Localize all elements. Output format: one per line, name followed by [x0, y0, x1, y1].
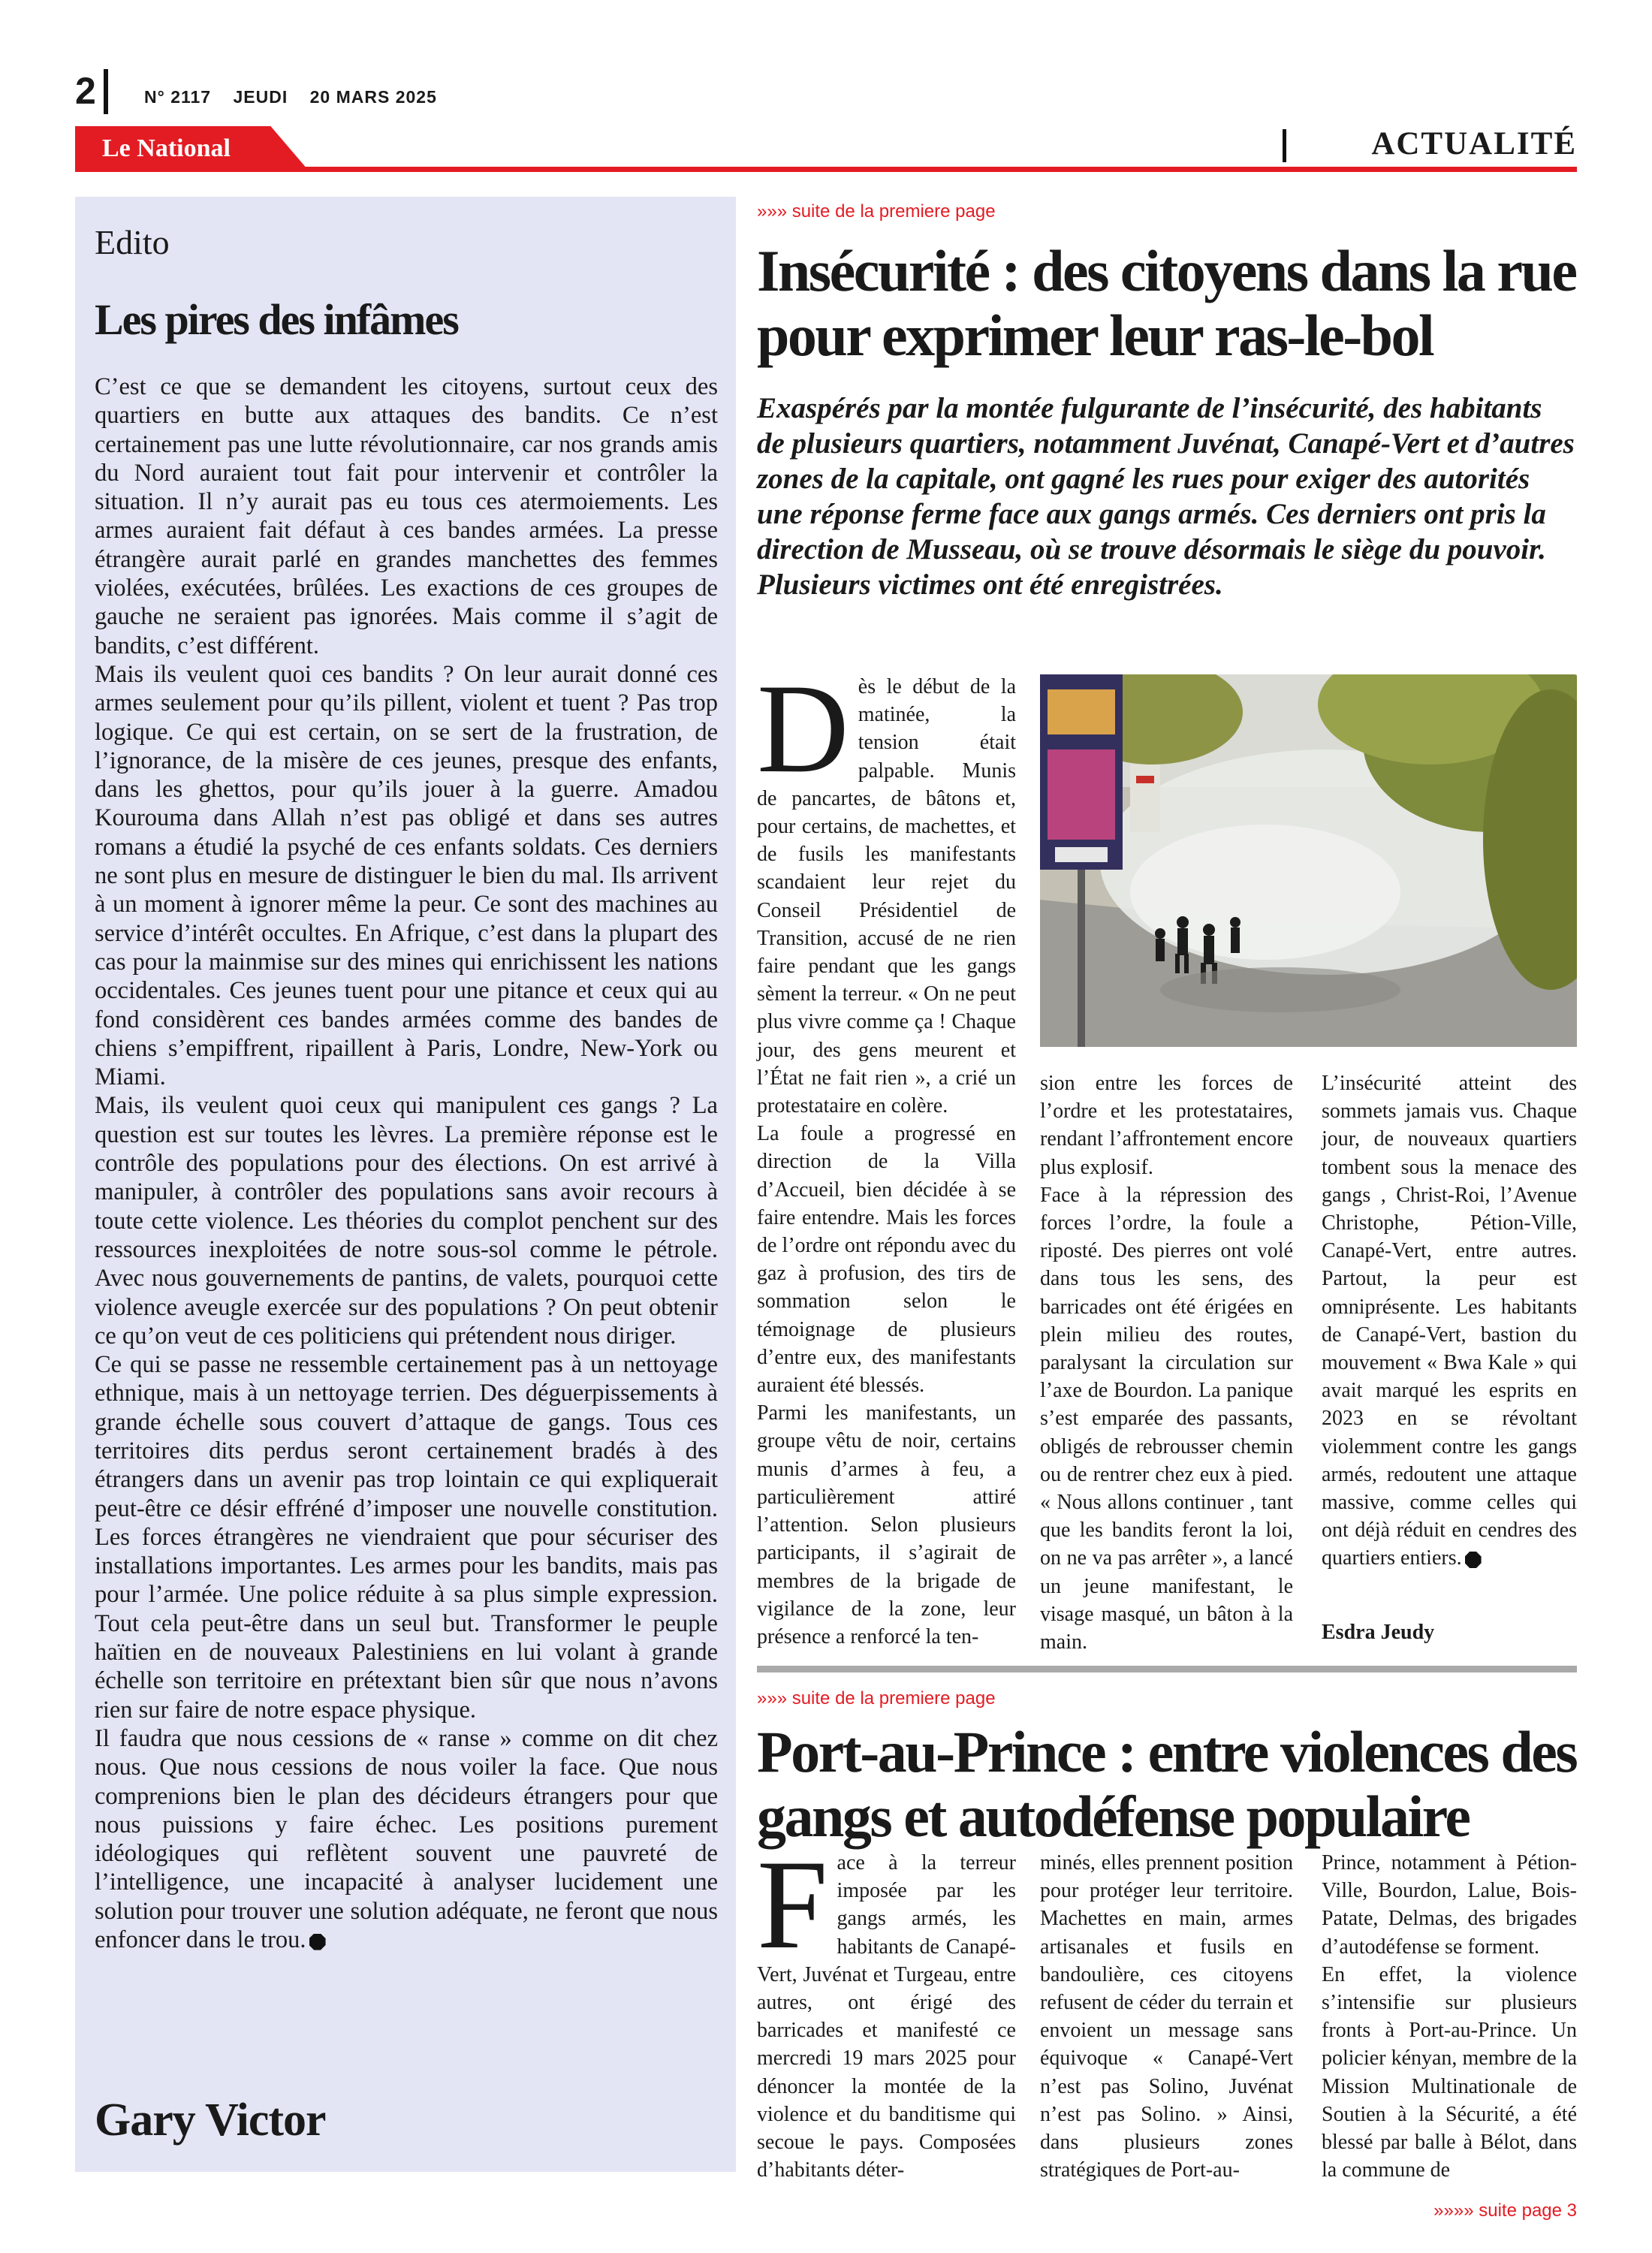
- issue-info: [144, 87, 454, 107]
- article2-column-3: [1322, 1849, 1577, 2184]
- edito-paragraph: Mais, ils veulent quoi ceux qui manipulent ces gangs ? La question est sur toutes les lèvres. La première réponse est le contrôle des populations pour des élections. On est arrivé à manipuler, à contrôler des populations sans avoir recours à toute cette violence. Les théories du complot penchent sur des ressources inexploitées de notre sous-sol comme le pétrole. Avec nous gouvernements de pantins, de valets, pourquoi cette violence aveugle exercée sur des populations ? On peut obtenir ce qu’on veut de ces politiciens qui prétendent nous diriger.: [95, 1092, 718, 1350]
- article1-column-3: [1322, 1069, 1577, 1573]
- article2-column-1: [757, 1834, 1016, 2184]
- article1-paragraph: Parmi les manifestants, un groupe vêtu de noir, certains munis d’armes à feu, a particulièrement attiré l’attention. Selon plusieurs participants, il s’agirait de membres de la brigade de vigilance de la zone, leur présence a renforcé la ten-: [757, 1401, 1016, 1648]
- end-mark-icon: [309, 1934, 326, 1950]
- end-mark-icon: [1465, 1552, 1482, 1568]
- edito-body: [95, 372, 718, 1954]
- article1-column-2: [1040, 1069, 1293, 1656]
- issue-number: N° 2117: [144, 87, 212, 107]
- article2-paragraph: En effet, la violence s’intensifie sur plusieurs fronts à Port-au-Prince. Un policier kényan, membre de la Mission Multinationale de Soutien à la Sécurité, a été blessé par balle à Bélot, dans la commune de: [1322, 1962, 1577, 2182]
- article2-continued-label: »»» suite de la premiere page: [757, 1688, 996, 1709]
- article1-column-1: [757, 658, 1016, 1651]
- article2-paragraph: Prince, notamment à Pétion-Ville, Bourdon, Lalue, Bois-Patate, Delmas, des brigades d’autodéfense se forment.: [1322, 1851, 1577, 1959]
- protest-photo-illustration: [1040, 674, 1577, 1047]
- edito-kicker: Edito: [95, 223, 170, 261]
- article-divider: [757, 1666, 1577, 1672]
- issue-date: 20 MARS 2025: [309, 87, 437, 107]
- article2-paragraph: minés, elles prennent position pour protéger leur territoire. Machettes en main, armes artisanales et fusils en bandoulière, ces citoyens refusent de céder du terrain et envoient un message sans équivoque « Canapé-Vert n’est pas Solino, Juvénat n’est pas Solino. » Ainsi, dans plusieurs zones stratégiques de Port-au-: [1040, 1851, 1293, 2182]
- edito-author: Gary Victor: [95, 2095, 326, 2146]
- article2-dropcap: F: [757, 1834, 828, 1975]
- article2-paragraph: [757, 1834, 1016, 2184]
- article1-paragraph: La foule a progressé en direction de la Villa d’Accueil, bien décidée à se faire entendre. Mais les forces de l’ordre ont répondu avec du gaz à profusion, des tirs de sommation selon le témoignage de plusieurs d’entre eux, des manifestants auraient été blessés.: [757, 1122, 1016, 1398]
- edito-paragraph-last: [95, 1724, 718, 1954]
- article1-paragraph-text: L’insécurité atteint des sommets jamais vus. Chaque jour, de nouveaux quartiers tombent sous la menace des gangs , Christ-Roi, l’Avenue Christophe, Pétion-Ville, Canapé-Vert, entre autres. Partout, la peur est omniprésente. Les habitants de Canapé-Vert, bastion du mouvement « Bwa Kale » qui avait marqué les esprits en 2023 en se révoltant violemment contre les gangs armés, redoutent une attaque massive, comme celles qui ont déjà réduit en cendres des quartiers entiers.: [1322, 1072, 1577, 1570]
- continued-on-page-link[interactable]: »»»» suite page 3: [1433, 2200, 1577, 2221]
- section-separator: [1283, 129, 1286, 162]
- article1-dropcap: D: [757, 658, 849, 799]
- article1-paragraph: Face à la répression des forces l’ordre, la foule a riposté. Des pierres ont volé dans tous les sens, des barricades ont été érigées en plein milieu des routes, paralysant la circulation sur l’axe de Bourdon. La panique s’est emparée des passants, obligés de rebrousser chemin ou de rentrer chez eux à pied. « Nous allons continuer , tant que les bandits feront la loi, on ne va pas arrêter », a lancé un jeune manifestant, le visage masqué, un bâton à la main.: [1040, 1183, 1293, 1654]
- article1-headline: Insécurité : des citoyens dans la rue pour exprimer leur ras-le-bol: [757, 238, 1576, 368]
- edito-paragraph: Mais ils veulent quoi ces bandits ? On leur aurait donné ces armes seulement pour qu’ils pillent, violent et tuent ? Pas trop logique. Ce qui est certain, on se sert de la frustration, de l’ignorance, de la misère de ces jeunes, presque des enfants, dans les ghettos, pour qu’ils jouer à la guerre. Amadou Kourouma dans Allah n’est pas obligé et dans ses autres romans a étudié la psyché de ces enfants soldats. Ces derniers ne sont plus en mesure de distinguer le bien du mal. Ils arrivent à un moment à ignorer même la peur. Ce sont des machines au service d’intérêt occultes. En Afrique, c’est dans la plupart des cas pour la mainmise sur des mines qui enrichissent les nations occidentales. Ces jeunes tuent pour une pitance et ceux qui au fond considèrent ces bandes armées comme des bandes de chiens s’empiffrent, ripaillent à Paris, Londre, New-York ou Miami.: [95, 660, 718, 1091]
- section-title: ACTUALITÉ: [1371, 126, 1577, 161]
- article1-lead: Exaspérés par la montée fulgurante de l’insécurité, des habitants de plusieurs quartiers, notamment Juvénat, Canapé-Vert et d’autres zones de la capitale, ont gagné les rues pour exiger des autorités une réponse ferme face aux gangs armés. Ces derniers ont pris la direction de Musseau, où se trouve désormais le siège du pouvoir. Plusieurs victimes ont été enregistrées.: [757, 392, 1575, 601]
- article1-paragraph: sion entre les forces de l’ordre et les protestataires, rendant l’affrontement encore plus explosif.: [1040, 1072, 1293, 1179]
- page-number: 2: [75, 70, 96, 112]
- article1-paragraph: [757, 658, 1016, 1120]
- article1-photo: [1040, 674, 1577, 1047]
- edito-paragraph: C’est ce que se demandent les citoyens, surtout ceux des quartiers en butte aux attaques des bandits. Ce n’est certainement pas une lutte révolutionnaire, car nos grands amis du Nord auraient tout fait pour intervenir et contrôler la situation. Il n’y aurait pas eu tous ces atermoiements. Les armes auraient fait défaut à ces bandes armées. La presse étrangère aurait parlé en grandes manchettes des femmes violées, exécutées, brûlées. Les exactions de ces groupes de gauche ne seraient pas ignorées. Mais comme il s’agit de bandits, c’est différent.: [95, 373, 718, 659]
- article2-column-2: [1040, 1849, 1293, 2184]
- article2-paragraph-text: ace à la terreur imposée par les gangs armés, les habitants de Canapé-Vert, Juvénat et Turgeau, entre autres, ont érigé des barricades et manifesté ce mercredi 19 mars 2025 pour dénoncer la montée de la violence et du banditisme qui secoue le pays. Composées d’habitants déter-: [757, 1851, 1016, 2182]
- article1-paragraph-text: ès le début de la matinée, la tension était palpable. Munis de pancartes, de bâtons et, pour certains, de machettes, et de fusils les manifestants scandaient leur rejet du Conseil Présidentiel de Transition, accusé de ne rien faire pendant que les gangs sèment la terreur. « On ne peut plus vivre comme ça ! Chaque jour, des gens meurent et l’État ne fait rien », a crié un protestataire en colère.: [757, 675, 1016, 1118]
- article1-continued-label: »»» suite de la premiere page: [757, 201, 996, 222]
- brand-name: Le National: [102, 134, 231, 162]
- article1-paragraph-last: [1322, 1069, 1577, 1573]
- edito-paragraph-text: Il faudra que nous cessions de « ranse » comme on dit chez nous. Que nous cessions de nous voiler la face. Que nous comprenions bien le plan des décideurs étrangers pour que nous puissions y faire échec. Les positions purement idéologiques qui reflètent souvent une pauvreté de l’intelligence, une incapacité à analyser lucidement une solution pour trouver une solution adéquate, ne feront que nous enfoncer dans le trou.: [95, 1724, 718, 1954]
- article1-author: Esdra Jeudy: [1322, 1621, 1435, 1644]
- page-number-separator: [104, 69, 108, 114]
- edito-paragraph: Ce qui se passe ne ressemble certainement pas à un nettoyage ethnique, mais à un nettoyage terrien. Des déguerpissements à grande échelle sous couvert d’attaque de gangs. Tous ces territoires dits perdus seront certainement bradés à des étrangers dans un avenir pas trop lointain ce qui expliquerait peut-être ce désir effréné d’imposer une nouvelle constitution. Les forces étrangères ne viendraient que pour sécuriser des installations importantes. Les armes pour les bandits, mais pas pour l’armée. Une police réduite à sa plus simple expression. Tout cela peut-être dans un seul but. Transformer le peuple haïtien en de nouveaux Palestiniens en lui volant à grande échelle son territoire en prétextant bien sûr que nous n’avons rien sur faire de notre espace physique.: [95, 1351, 718, 1724]
- edito-title: Les pires des infâmes: [95, 295, 458, 344]
- article2-headline: Port-au-Prince : entre violences des gangs et autodéfense populaire: [757, 1719, 1577, 1849]
- issue-weekday: JEUDI: [233, 87, 288, 107]
